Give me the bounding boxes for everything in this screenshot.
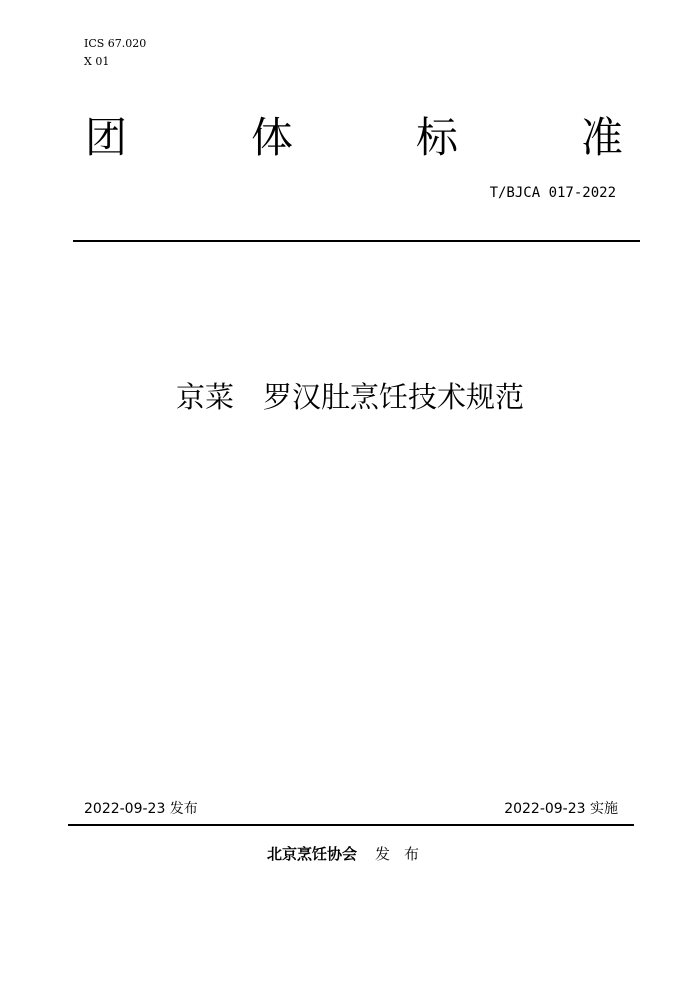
issue-date: 2022-09-23 发布 — [84, 801, 198, 817]
publisher-line — [0, 844, 700, 864]
banner-char-2: 体 — [250, 113, 293, 162]
publisher-name: 北京烹饪协会 — [266, 845, 357, 863]
banner-char-4: 准 — [580, 113, 623, 162]
banner-char-1: 团 — [84, 113, 127, 162]
top-divider — [73, 240, 640, 242]
publisher-action: 发布 — [375, 845, 434, 863]
document-type-banner — [84, 112, 624, 164]
banner-char-3: 标 — [415, 113, 458, 162]
standard-number: T/BJCA 017-2022 — [489, 185, 616, 201]
bottom-divider — [68, 824, 634, 826]
ics-code: ICS 67.020 — [84, 37, 147, 50]
classification-code: X 01 — [84, 55, 110, 68]
implementation-date: 2022-09-23 实施 — [504, 801, 618, 817]
document-title: 京菜 罗汉肚烹饪技术规范 — [175, 380, 524, 414]
